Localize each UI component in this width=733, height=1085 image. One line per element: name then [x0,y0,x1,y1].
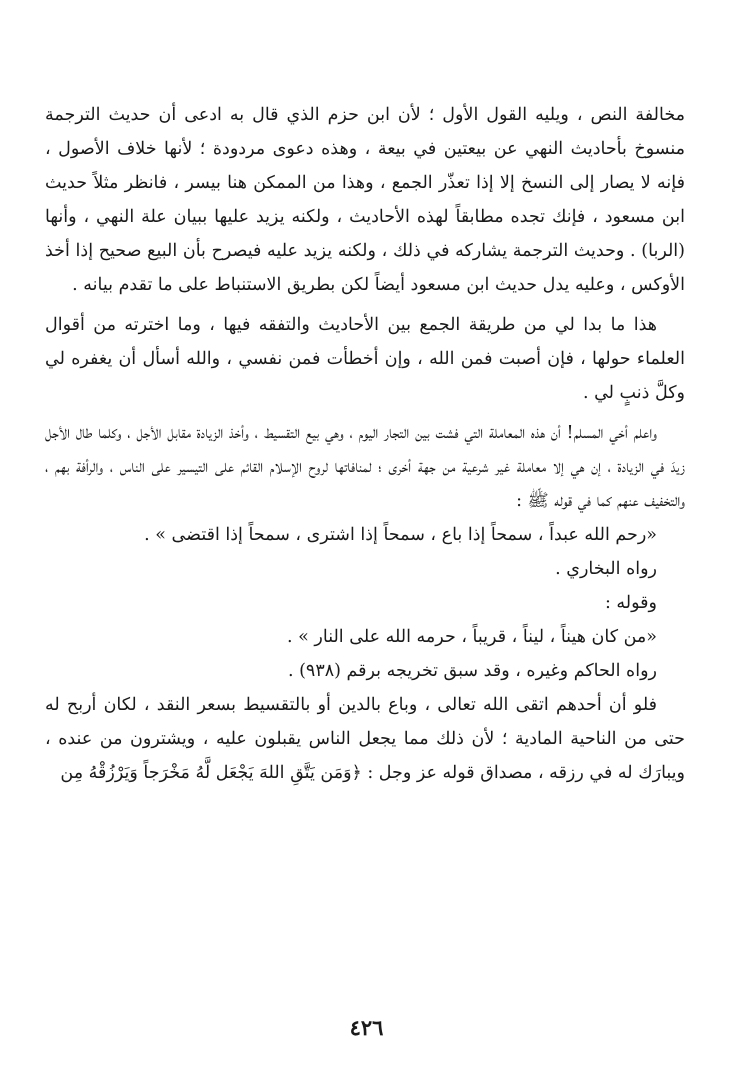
page-body [45,98,685,790]
paragraph-2: هذا ما بدا لي من طريقة الجمع بين الأحاديث والتفقه فيها ، وما اخترته من أقوال العلماء حولها ، فإن أصبت فمن الله ، وإن أخطأت فمن نفسي ، والله أسأل أن يغفره لي وكلَّ ذنبٍ لي . [45,315,685,403]
paragraph-3: واعلم أخي المسلم! أن هذه المعاملة التي فشت بين التجار اليوم ، وهي بيع التقسيط ، وأخذ الزيادة مقابل الأجل ، وكلما طال الأجل زيدَ في الزيادة ، إن هي إلا معاملة غير شرعية من جهة أخرى ؛ لمنافاتها لروح الإسلام القائم على التيسير على الناس ، والرأفة بهم ، والتخفيف عنهم كما في قوله ﷺ : [45,423,685,511]
narration-note-1: رواه البخاري . [555,559,657,579]
hadith-quote-2: «من كان هيناً ، ليناً ، قريباً ، حرمه الله على النار » . [287,627,657,647]
page-number: ٤٢٦ [349,1015,384,1040]
narration-note-2: رواه الحاكم وغيره ، وقد سبق تخريجه برقم (٩٣٨) . [287,661,657,681]
paragraph-1: مخالفة النص ، ويليه القول الأول ؛ لأن ابن حزم الذي قال به ادعى أن حديث الترجمة منسوخ بأحاديث النهي عن بيعتين في بيعة ، وهذه دعوى مردودة ؛ لأنها خلاف الأصول ، فإنه لا يصار إلى النسخ إلا إذا تعذّر الجمع ، وهذا من الممكن هنا بيسر ، فانظر مثلاً حديث ابن مسعود ، فإنك تجده مطابقاً لهذه الأحاديث ، ولكنه يزيد عليها ببيان علة النهي ، وأنها (الربا) . وحديث الترجمة يشاركه في ذلك ، ولكنه يزيد عليه فيصرح بأن البيع صحيح إذا أخذ الأوكس ، وعليه يدل حديث ابن مسعود أيضاً لكن بطريق الاستنباط على ما تقدم بيانه . [45,105,685,295]
paragraph-final: فلو أن أحدهم اتقى الله تعالى ، وباع بالدين أو بالتقسيط بسعر النقد ، لكان أربح له حتى من الناحية المادية ؛ لأن ذلك مما يجعل الناس يقبلون عليه ، ويشترون من عنده ، ويبارَك له في رزقه ، مصداق قوله عز وجل : ﴿وَمَن يَتَّقِ اللهَ يَجْعَل لَّهُ مَخْرَجاً وَيَرْزُقْهُ مِن [45,695,685,783]
hadith-quote-1: «رحم الله عبداً ، سمحاً إذا باع ، سمحاً إذا اشترى ، سمحاً إذا اقتضى » . [144,525,657,545]
and-his-saying: وقوله : [604,593,657,613]
